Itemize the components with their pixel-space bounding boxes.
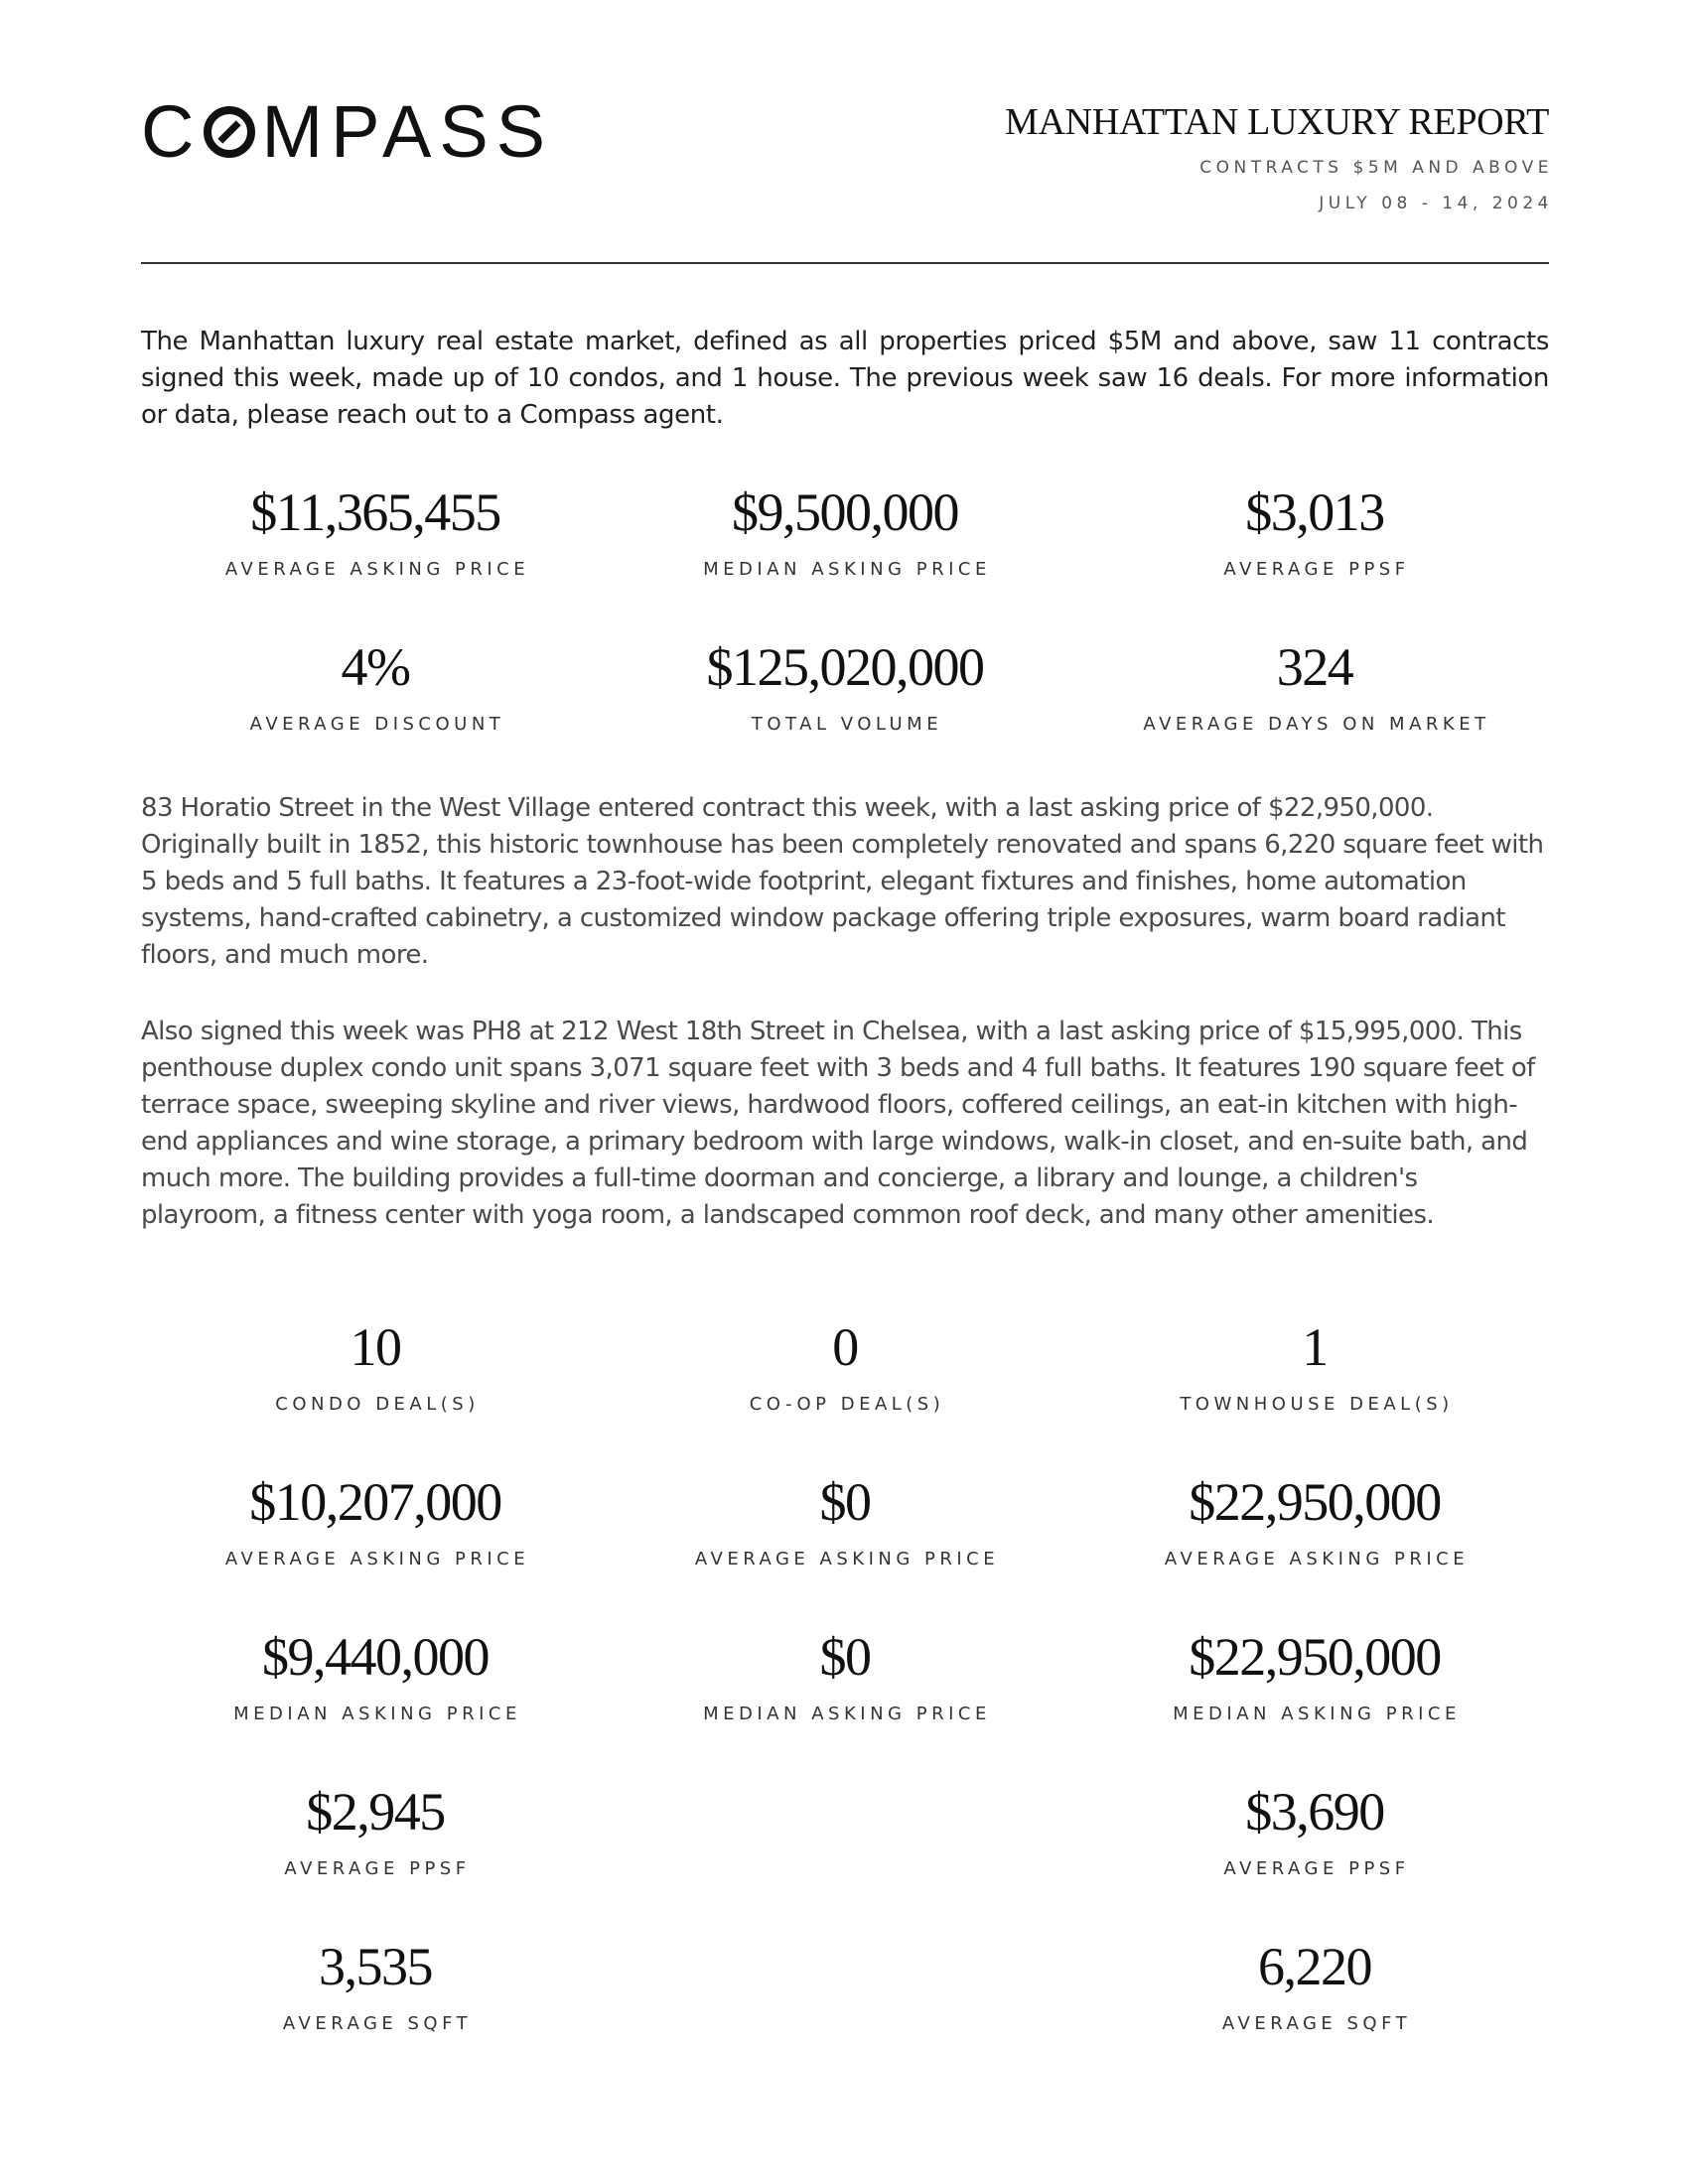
coop-deals — [610, 1317, 1080, 1472]
condo-median-asking-price — [141, 1627, 610, 1782]
stat-value: $125,020,000 — [706, 637, 984, 697]
featured-listing-paragraph-1: 83 Horatio Street in the West Village entered contract this week, with a last asking price of $22,950,000. Originally built in 1852, this historic townhouse has been completely renovated and spans 6,220 square feet with 5 beds and 5 full baths. It features a 23-foot-wide footprint, elegant fixtures and finishes, home automation systems, hand-crafted cabinetry, a customized window package offering triple exposures, warm board radiant floors, and much more. — [141, 793, 1544, 970]
compass-logo — [141, 90, 554, 173]
stat-value: $10,207,000 — [249, 1472, 501, 1532]
stat-median-asking-price — [610, 482, 1080, 637]
stat-label: AVERAGE ASKING PRICE — [694, 1549, 1000, 1570]
stat-value: $3,013 — [1245, 482, 1384, 542]
stat-value: 3,535 — [319, 1937, 432, 1996]
stat-average-ppsf — [1080, 482, 1549, 637]
stat-label: AVERAGE PPSF — [284, 1858, 471, 1879]
stat-value: $9,440,000 — [262, 1627, 489, 1687]
stat-value: 4% — [341, 637, 410, 697]
report-subtitle: CONTRACTS $5M AND ABOVE — [1199, 158, 1553, 178]
stat-value: $2,945 — [306, 1782, 445, 1842]
condo-average-ppsf — [141, 1782, 610, 1937]
stat-value: 6,220 — [1258, 1937, 1371, 1996]
stat-value: 324 — [1276, 637, 1353, 697]
stat-value: $3,690 — [1245, 1782, 1384, 1842]
stat-label: AVERAGE PPSF — [1223, 559, 1410, 580]
coop-empty-cell — [610, 1782, 1080, 1937]
stat-average-discount — [141, 637, 610, 792]
featured-listing-paragraph-2: Also signed this week was PH8 at 212 West 18th Street in Chelsea, with a last asking price of $15,995,000. This penthouse duplex condo unit spans 3,071 square feet with 3 beds and 4 full baths. It features 190 square feet of terrace space, sweeping skyline and river views, hardwood floors, coffered ceilings, an eat-in kitchen with high-end appliances and wine storage, a primary bedroom with large windows, walk-in closet, and en-suite bath, and much more. The building provides a full-time doorman and concierge, a library and lounge, a children's playroom, a fitness center with yoga room, a landscaped common roof deck, and many other amenities. — [141, 1017, 1535, 1230]
stat-value: $22,950,000 — [1189, 1472, 1441, 1532]
condo-deals — [141, 1317, 610, 1472]
stat-label: AVERAGE ASKING PRICE — [1164, 1549, 1470, 1570]
intro-paragraph: The Manhattan luxury real estate market, defined as all properties priced $5M and above, saw 11 contracts signed this week, made up of 10 condos, and 1 house. The previous week saw 16 deals. For more information or data, please reach out to a Compass agent. — [141, 327, 1549, 430]
stat-label: AVERAGE ASKING PRICE — [224, 1549, 530, 1570]
stat-value: $0 — [819, 1627, 871, 1687]
condo-average-sqft — [141, 1937, 610, 2092]
stat-label: AVERAGE PPSF — [1223, 1858, 1410, 1879]
stat-label: MEDIAN ASKING PRICE — [703, 1704, 991, 1724]
townhouse-median-asking-price — [1080, 1627, 1549, 1782]
compass-o-icon — [204, 106, 255, 158]
townhouse-average-sqft — [1080, 1937, 1549, 2092]
stat-value: $11,365,455 — [250, 482, 500, 542]
stat-value: 1 — [1302, 1317, 1328, 1377]
summary-stats — [141, 482, 1549, 792]
stat-label: MEDIAN ASKING PRICE — [1173, 1704, 1461, 1724]
stat-label: AVERAGE DAYS ON MARKET — [1143, 714, 1490, 735]
stat-label: AVERAGE SQFT — [1221, 2013, 1412, 2034]
stat-value: 0 — [832, 1317, 858, 1377]
coop-median-asking-price — [610, 1627, 1080, 1782]
stat-average-days-on-market — [1080, 637, 1549, 792]
stat-label: CO-OP DEAL(S) — [749, 1394, 945, 1415]
report-date-range: JULY 08 - 14, 2024 — [1319, 194, 1553, 213]
header-divider — [141, 262, 1549, 264]
stat-label: TOTAL VOLUME — [751, 714, 943, 735]
stat-label: AVERAGE SQFT — [282, 2013, 473, 2034]
stat-label: TOWNHOUSE DEAL(S) — [1180, 1394, 1454, 1415]
logo-text-left: C — [141, 90, 203, 173]
stat-value: 10 — [350, 1317, 401, 1377]
stat-label: MEDIAN ASKING PRICE — [233, 1704, 521, 1724]
coop-average-asking-price — [610, 1472, 1080, 1627]
logo-text-right: MPASS — [261, 90, 554, 173]
logo-wordmark — [141, 90, 554, 173]
townhouse-average-asking-price — [1080, 1472, 1549, 1627]
report-header — [1005, 99, 1553, 216]
stat-average-asking-price — [141, 482, 610, 637]
stat-label: AVERAGE ASKING PRICE — [224, 559, 530, 580]
townhouse-average-ppsf — [1080, 1782, 1549, 1937]
stat-value: $9,500,000 — [732, 482, 958, 542]
stat-label: CONDO DEAL(S) — [275, 1394, 480, 1415]
condo-average-asking-price — [141, 1472, 610, 1627]
stat-total-volume — [610, 637, 1080, 792]
stat-value: $22,950,000 — [1189, 1627, 1441, 1687]
townhouse-deals — [1080, 1317, 1549, 1472]
coop-empty-cell — [610, 1937, 1080, 2092]
stat-label: MEDIAN ASKING PRICE — [703, 559, 991, 580]
stat-value: $0 — [819, 1472, 871, 1532]
report-title: MANHATTAN LUXURY REPORT — [1005, 101, 1549, 143]
deal-type-stats — [141, 1317, 1549, 2092]
stat-label: AVERAGE DISCOUNT — [249, 714, 505, 735]
